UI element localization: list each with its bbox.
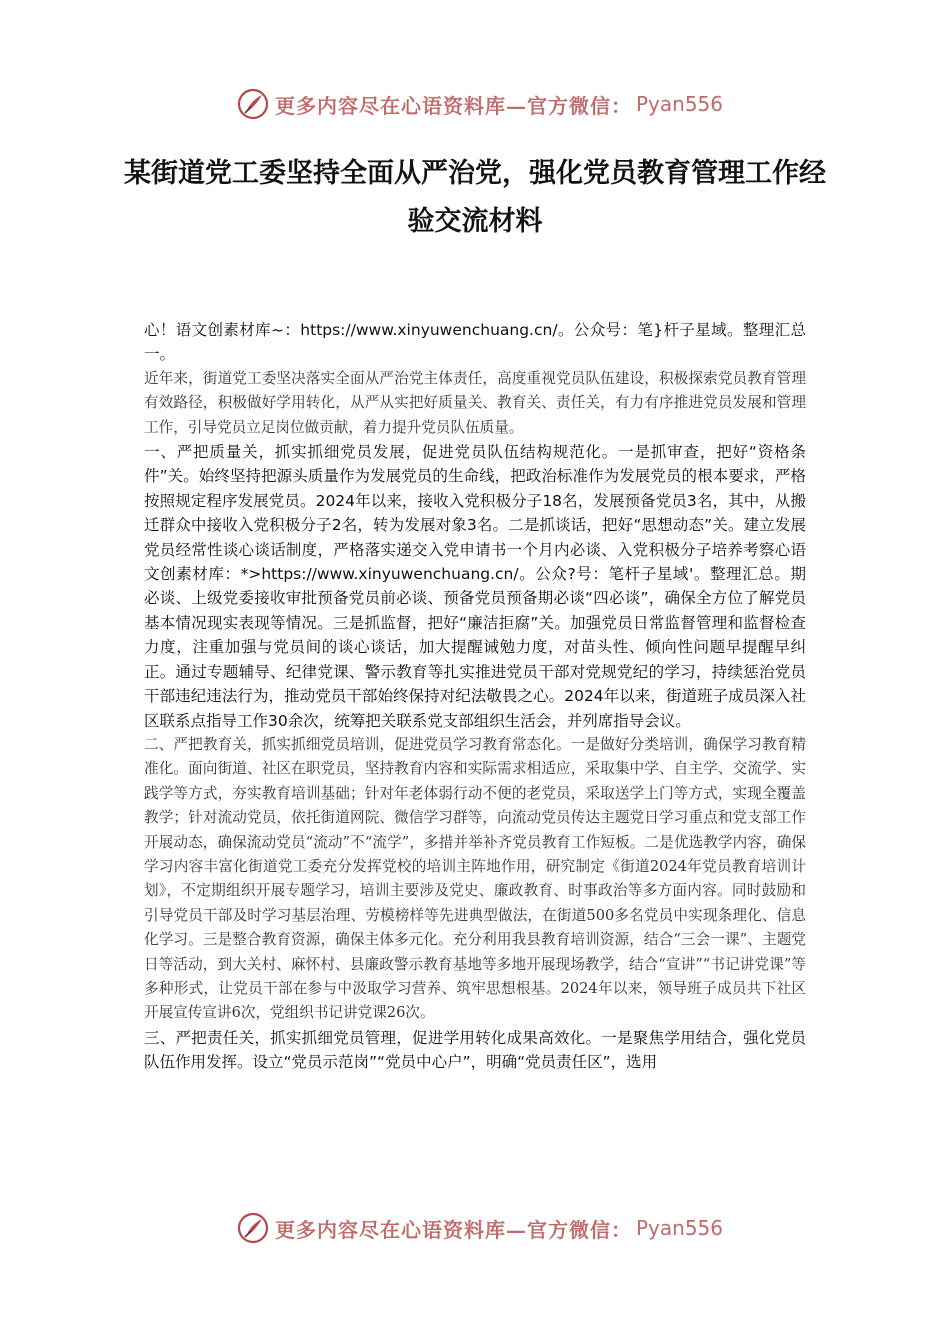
section-two-paragraph: 二、严把教育关，抓实抓细党员培训，促进党员学习教育常态化。一是做好分类培训，确保学习教育精准化。面向街道、社区在职党员，坚持教育内容和实际需求相适应，采取集中学、自主学、交流学、实践学等方式，夯实教育培训基础；针对年老体弱行动不便的老党员，采取送学上门等方式，实现全覆盖教学；针对流动党员，依托街道网院、微信学习群等，向流动党员传达主题党日学习重点和党支部工作开展动态，确保流动党员“流动”不“流学”，多措并举补齐党员教育工作短板。二是优选教学内容，确保学习内容丰富化街道党工委充分发挥党校的培训主阵地作用，研究制定《街道2024年党员教育培训计划》，不定期组织开展专题学习，培训主要涉及党史、廉政教育、时事政治等多方面内容。同时鼓励和引导党员干部及时学习基层治理、劳模榜样等先进典型做法，在街道500多名党员中实现条理化、信息化学习。三是整合教育资源，确保主体多元化。充分利用我县教育培训资源，结合“三会一课”、主题党日等活动，到大关村、麻怀村、县廉政警示教育基地等多地开展现场教学，结合“宣讲”“书记讲党课”等多种形式，让党员干部在参与中汲取学习营养、筑牢思想根基。2024年以来，领导班子成员共下社区开展宣传宣讲6次，党组织书记讲党课26次。 [144,735,806,1022]
header-banner [0,84,950,124]
footer-banner [0,1208,950,1248]
document-title: 某街道党工委坚持全面从严治党，强化党员教育管理工作经验交流材料 [124,158,826,237]
source-note-paragraph: 心！语文创素材库~：https://www.xinyuwenchuang.cn/。公众号：笔}杆子星域。整理汇总一。 [144,321,806,364]
banner-text: 更多内容尽在心语资料库—官方微信： [274,93,632,118]
banner-inner [237,88,723,120]
feather-logo-icon [237,88,269,120]
banner-inner [237,1212,723,1244]
document-body [144,318,806,1190]
banner-text: 更多内容尽在心语资料库—官方微信： [274,1217,632,1242]
section-one-paragraph: 一、严把质量关，抓实抓细党员发展，促进党员队伍结构规范化。一是抓审查，把好“资格条件”关。始终坚持把源头质量作为发展党员的生命线，把政治标准作为发展党员的根本要求，严格按照规定程序发展党员。2024年以来，接收入党积极分子18名，发展预备党员3名，其中，从搬迁群众中接收入党积极分子2名，转为发展对象3名。二是抓谈话，把好“思想动态”关。建立发展党员经常性谈心谈话制度，严格落实递交入党申请书一个月内必谈、入党积极分子培养考察心语文创素材库：*>https://www.xinyuwenchuang.cn/。公众?号：笔杆子星域'。整理汇总。期必谈、上级党委接收审批预备党员前必谈、预备党员预备期必谈“四必谈”，确保全方位了解党员基本情况现实表现等情况。三是抓监督，把好“廉洁拒腐”关。加强党员日常监督管理和监督检查力度，注重加强与党员间的谈心谈话，加大提醒诫勉力度，对苗头性、倾向性问题早提醒早纠正。通过专题辅导、纪律党课、警示教育等扎实推进党员干部对党规党纪的学习，持续惩治党员干部违纪违法行为，推动党员干部始终保持对纪法敬畏之心。2024年以来，街道班子成员深入社区联系点指导工作30余次，统筹把关联系党支部组织生活会，并列席指导会议。 [144,443,806,730]
banner-wechat-id: Pyan556 [635,1216,723,1240]
banner-wechat-id: Pyan556 [635,92,723,116]
intro-paragraph: 近年来，街道党工委坚决落实全面从严治党主体责任，高度重视党员队伍建设，积极探索党员教育管理有效路径，积极做好学用转化，从严从实把好质量关、教育关、责任关，有力有序推进党员发展和管理工作，引导党员立足岗位做贡献，着力提升党员队伍质量。 [144,369,806,436]
feather-logo-icon [237,1212,269,1244]
section-three-paragraph: 三、严把责任关，抓实抓细党员管理，促进学用转化成果高效化。一是聚焦学用结合，强化党员队伍作用发挥。设立“党员示范岗”“党员中心户”，明确“党员责任区”，选用 [144,1028,806,1072]
